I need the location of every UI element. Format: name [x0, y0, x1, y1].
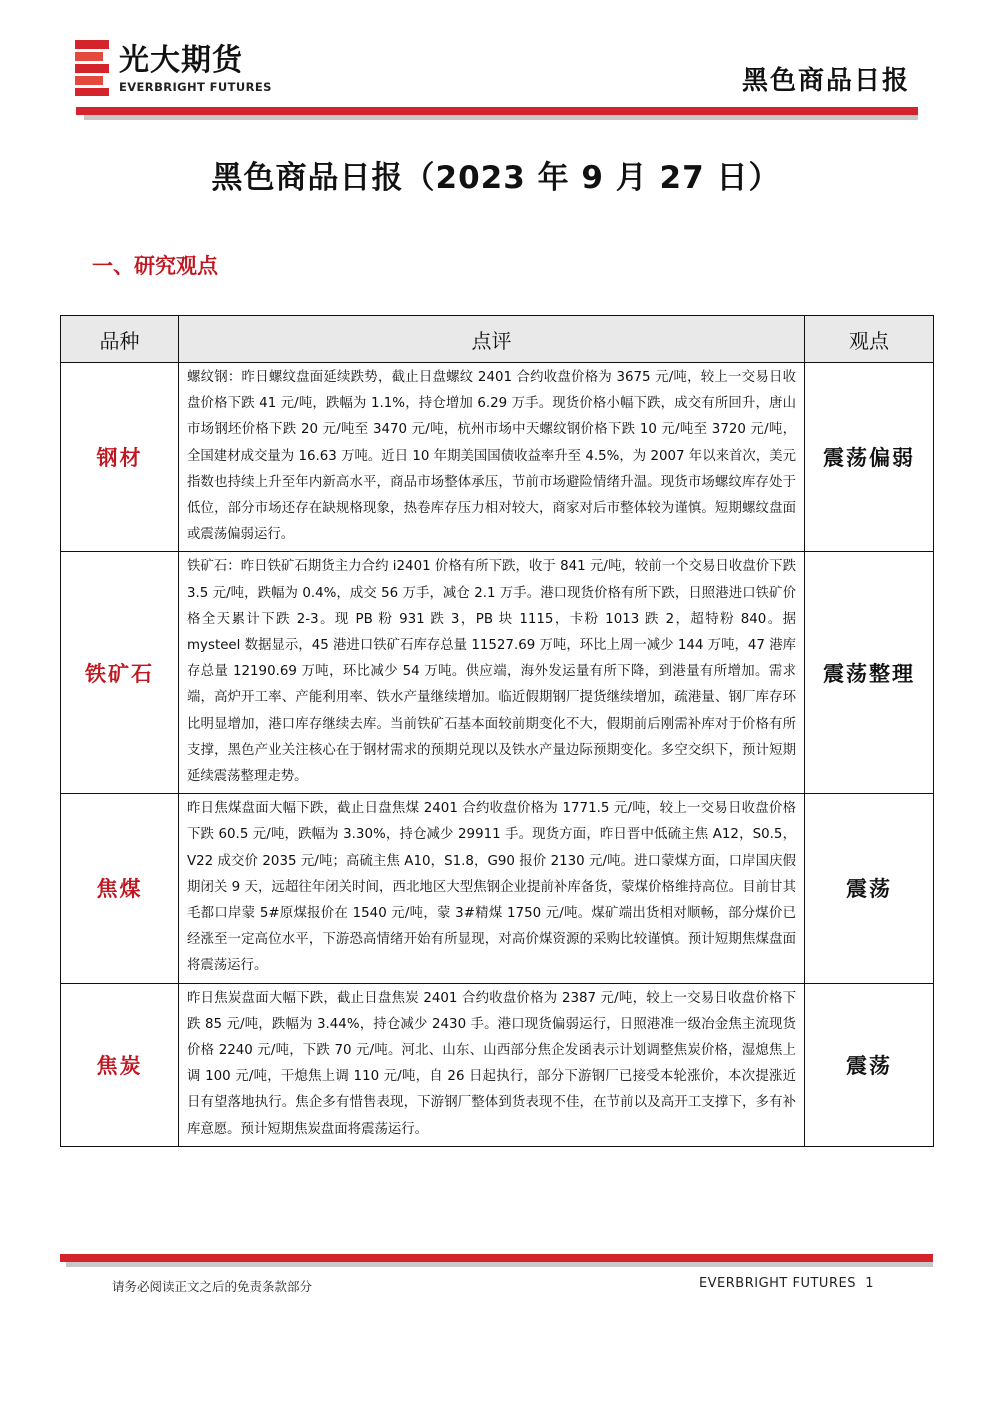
table-row [61, 363, 934, 552]
row-view: 震荡 [805, 983, 934, 1146]
section-heading: 一、研究观点 [92, 254, 218, 278]
document-title: 黑色商品日报（2023 年 9 月 27 日） [211, 160, 781, 196]
logo-chinese-name: 光大期货 [119, 43, 243, 78]
row-comment: 螺纹钢：昨日螺纹盘面延续跌势，截止日盘螺纹 2401 合约收盘价格为 3675 元/吨，较上一交易日收盘价格下跌 41 元/吨，跌幅为 1.1%，持仓增加 6.29 万手。现货价格小幅下跌，成交有所回升，唐山市场钢坯价格下跌 20 元/吨至 3470 元/吨，杭州市场中天螺纹钢价格下跌 10 元/吨至 3720 元/吨，全国建材成交量为 16.63 万吨。近日 10 年期美国国债收益率升至 4.5%，为 2007 年以来首次，美元指数也持续上升至年内新高水平，商品市场整体承压，节前市场避险情绪升温。现货市场螺纹库存处于低位，部分市场还存在缺规格现象，热卷库存压力相对较大，商家对后市整体较为谨慎。短期螺纹盘面或震荡偏弱运行。 [179, 363, 805, 552]
footer-disclaimer: 请务必阅读正文之后的免责条款部分 [112, 1279, 313, 1294]
footer-red-rule [60, 1254, 933, 1262]
header-view: 观点 [805, 316, 934, 363]
table-row [61, 552, 934, 794]
row-comment: 昨日焦煤盘面大幅下跌，截止日盘焦煤 2401 合约收盘价格为 1771.5 元/吨，较上一交易日收盘价格下跌 60.5 元/吨，跌幅为 3.30%，持仓减少 29911 手。现货方面，昨日晋中低硫主焦 A12，S0.5，V22 成交价 2035 元/吨；高硫主焦 A10，S1.8，G90 报价 2130 元/吨。进口蒙煤方面，口岸国庆假期闭关 9 天，远超往年闭关时间，西北地区大型焦钢企业提前补库备货，蒙煤价格维持高位。目前甘其毛都口岸蒙 5#原煤报价在 1540 元/吨，蒙 3#精煤 1750 元/吨。煤矿端出货相对顺畅，部分煤价已经涨至一定高位水平，下游恐高情绪开始有所显现，对高价煤资源的采购比较谨慎。预计短期焦煤盘面将震荡运行。 [179, 794, 805, 983]
header-variety: 品种 [61, 316, 179, 363]
row-category: 焦炭 [61, 983, 179, 1146]
page-header [0, 0, 992, 122]
table-header-row [61, 316, 934, 363]
everbright-logo-icon [75, 40, 111, 96]
row-category: 铁矿石 [61, 552, 179, 794]
row-comment: 昨日焦炭盘面大幅下跌，截止日盘焦炭 2401 合约收盘价格为 2387 元/吨，较上一交易日收盘价格下跌 85 元/吨，跌幅为 3.44%，持仓减少 2430 手。港口现货偏弱运行，日照港准一级冶金焦主流现货价格 2240 元/吨，下跌 70 元/吨。河北、山东、山西部分焦企发函表示计划调整焦炭价格，湿熄焦上调 100 元/吨，干熄焦上调 110 元/吨，自 26 日起执行，部分下游钢厂已接受本轮涨价，本次提涨近日有望落地执行。焦企多有惜售表现，下游钢厂整体到货表现不佳，在节前以及高开工支撑下，多有补库意愿。预计短期焦炭盘面将震荡运行。 [179, 983, 805, 1146]
logo-english-name: EVERBRIGHT FUTURES [119, 80, 272, 94]
footer-brand: EVERBRIGHT FUTURES [698, 1276, 856, 1291]
row-category: 焦煤 [61, 794, 179, 983]
research-view-table [60, 315, 934, 1147]
table-row [61, 983, 934, 1146]
row-view: 震荡 [805, 794, 934, 983]
header-report-name: 黑色商品日报 [741, 66, 910, 96]
row-view: 震荡偏弱 [805, 363, 934, 552]
row-view: 震荡整理 [805, 552, 934, 794]
header-red-rule [76, 107, 918, 115]
page-number: 1 [865, 1276, 874, 1291]
company-logo [75, 40, 285, 102]
footer-gray-rule [66, 1262, 933, 1267]
header-comment: 点评 [179, 316, 805, 363]
header-gray-rule [84, 115, 918, 120]
row-comment: 铁矿石：昨日铁矿石期货主力合约 i2401 价格有所下跌，收于 841 元/吨，较前一个交易日收盘价下跌 3.5 元/吨，跌幅为 0.4%，成交 56 万手，减仓 2.1 万手。港口现货价格有所下跌，日照港进口铁矿价格全天累计下跌 2-3。现 PB 粉 931 跌 3，PB 块 1115，卡粉 1013 跌 2，超特粉 840。据 mysteel 数据显示，45 港进口铁矿石库存总量 11527.69 万吨，环比上周一减少 144 万吨，47 港库存总量 12190.69 万吨，环比减少 54 万吨。供应端，海外发运量有所下降，到港量有所增加。需求端，高炉开工率、产能利用率、铁水产量继续增加。临近假期钢厂提货继续增加，疏港量、钢厂库存环比明显增加，港口库存继续去库。当前铁矿石基本面较前期变化不大，假期前后刚需补库对于价格有所支撑，黑色产业关注核心在于钢材需求的预期兑现以及铁水产量边际预期变化。多空交织下，预计短期延续震荡整理走势。 [179, 552, 805, 794]
row-category: 钢材 [61, 363, 179, 552]
table-row [61, 794, 934, 983]
footer-brand-page [699, 1276, 874, 1291]
